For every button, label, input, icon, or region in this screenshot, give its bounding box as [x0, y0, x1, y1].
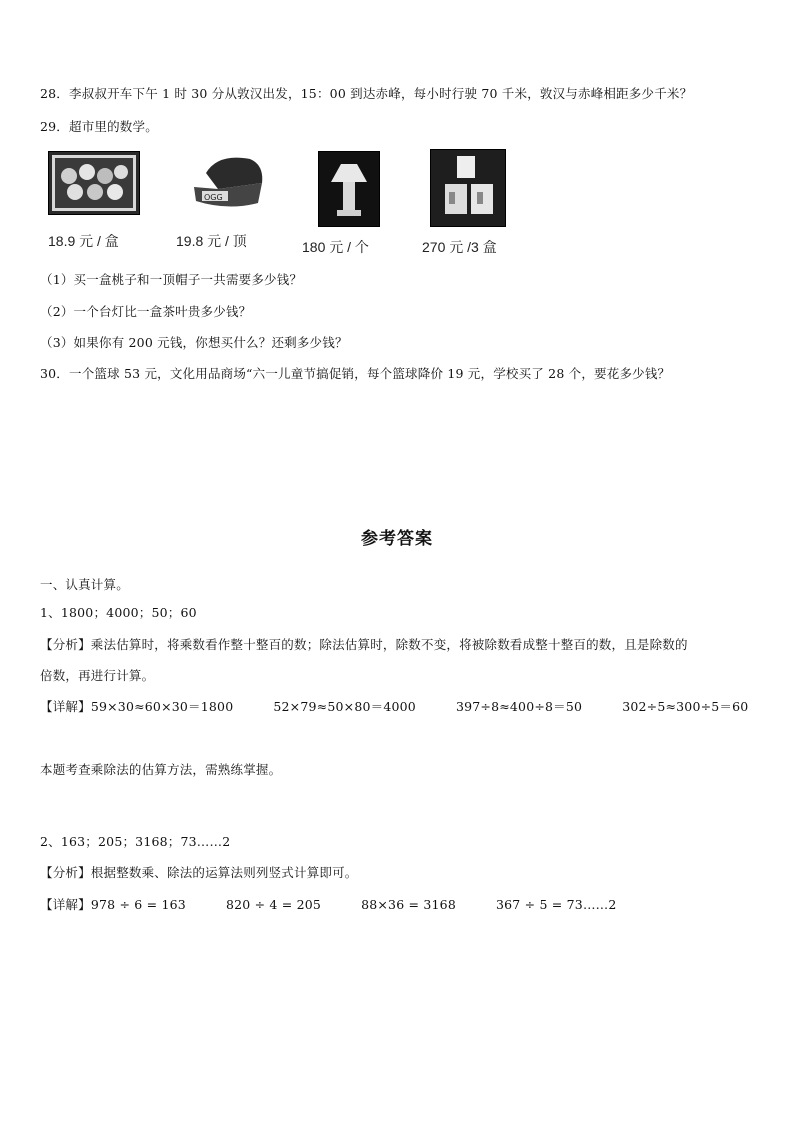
- cap-image: [188, 151, 268, 213]
- detail-label: 【详解】: [40, 699, 91, 714]
- detail-formula: 302÷5≈300÷5＝60: [622, 699, 749, 714]
- detail-formula: 367 ÷ 5 = 73……2: [495, 897, 617, 912]
- detail-formula: 88×36 = 3168: [361, 897, 456, 912]
- answer-2-detail: [40, 895, 617, 913]
- detail-formula: 978 ÷ 6 = 163: [90, 897, 186, 912]
- answer-1-summary: 本题考查乘除法的估算方法，需熟练掌握。: [40, 762, 282, 777]
- question-29-sub-1: （1）买一盒桃子和一顶帽子一共需要多少钱？: [40, 272, 303, 287]
- product-gallery: [40, 145, 540, 260]
- answer-1-detail: [40, 697, 748, 715]
- desk-lamp-price: 180 元 / 个: [302, 239, 369, 255]
- answer-2-analysis: 【分析】根据整数乘、除法的运算法则列竖式计算即可。: [40, 865, 358, 880]
- desk-lamp-image: [318, 151, 380, 227]
- answer-1-head: 1、1800；4000；50；60: [40, 605, 197, 620]
- detail-label: 【详解】: [40, 897, 91, 912]
- question-29-sub-3: （3）如果你有 200 元钱，你想买什么？还剩多少钱？: [40, 335, 348, 350]
- answer-1-analysis-line-2: 倍数，再进行计算。: [40, 668, 155, 683]
- answer-2-head: 2、163；205；3168；73……2: [40, 834, 231, 849]
- detail-formula: 52×79≈50×80＝4000: [273, 699, 416, 714]
- tea-box-image: [430, 149, 506, 227]
- detail-formula: 59×30≈60×30＝1800: [90, 699, 234, 714]
- svg-text:OGG: OGG: [204, 193, 223, 202]
- peach-box-image: [48, 151, 140, 215]
- answer-1-analysis-line-1: 【分析】乘法估算时，将乘数看作整十整百的数；除法估算时，除数不变，将被除数看成整十整百的数，且是除数的: [40, 637, 688, 652]
- detail-formula: 397÷8≈400÷8＝50: [455, 699, 583, 714]
- question-29-sub-2: （2）一个台灯比一盒茶叶贵多少钱？: [40, 304, 252, 319]
- answers-title: 参考答案: [361, 529, 433, 549]
- question-28: 28．李叔叔开车下午 1 时 30 分从敦汉出发，15：00 到达赤峰，每小时行驶 70 千米，敦汉与赤峰相距多少千米？: [40, 86, 693, 101]
- section-1-heading: 一、认真计算。: [40, 577, 129, 592]
- detail-formula: 820 ÷ 4 = 205: [225, 897, 322, 912]
- tea-box-price: 270 元 /3 盒: [422, 239, 497, 255]
- question-30: 30．一个篮球 53 元，文化用品商场“六一儿童节搞促销，每个篮球降价 19 元，学校买了 28 个，要花多少钱？: [40, 366, 671, 381]
- question-29: 29．超市里的数学。: [40, 119, 158, 134]
- cap-price: 19.8 元 / 顶: [176, 233, 247, 249]
- peach-box-price: 18.9 元 / 盒: [48, 233, 119, 249]
